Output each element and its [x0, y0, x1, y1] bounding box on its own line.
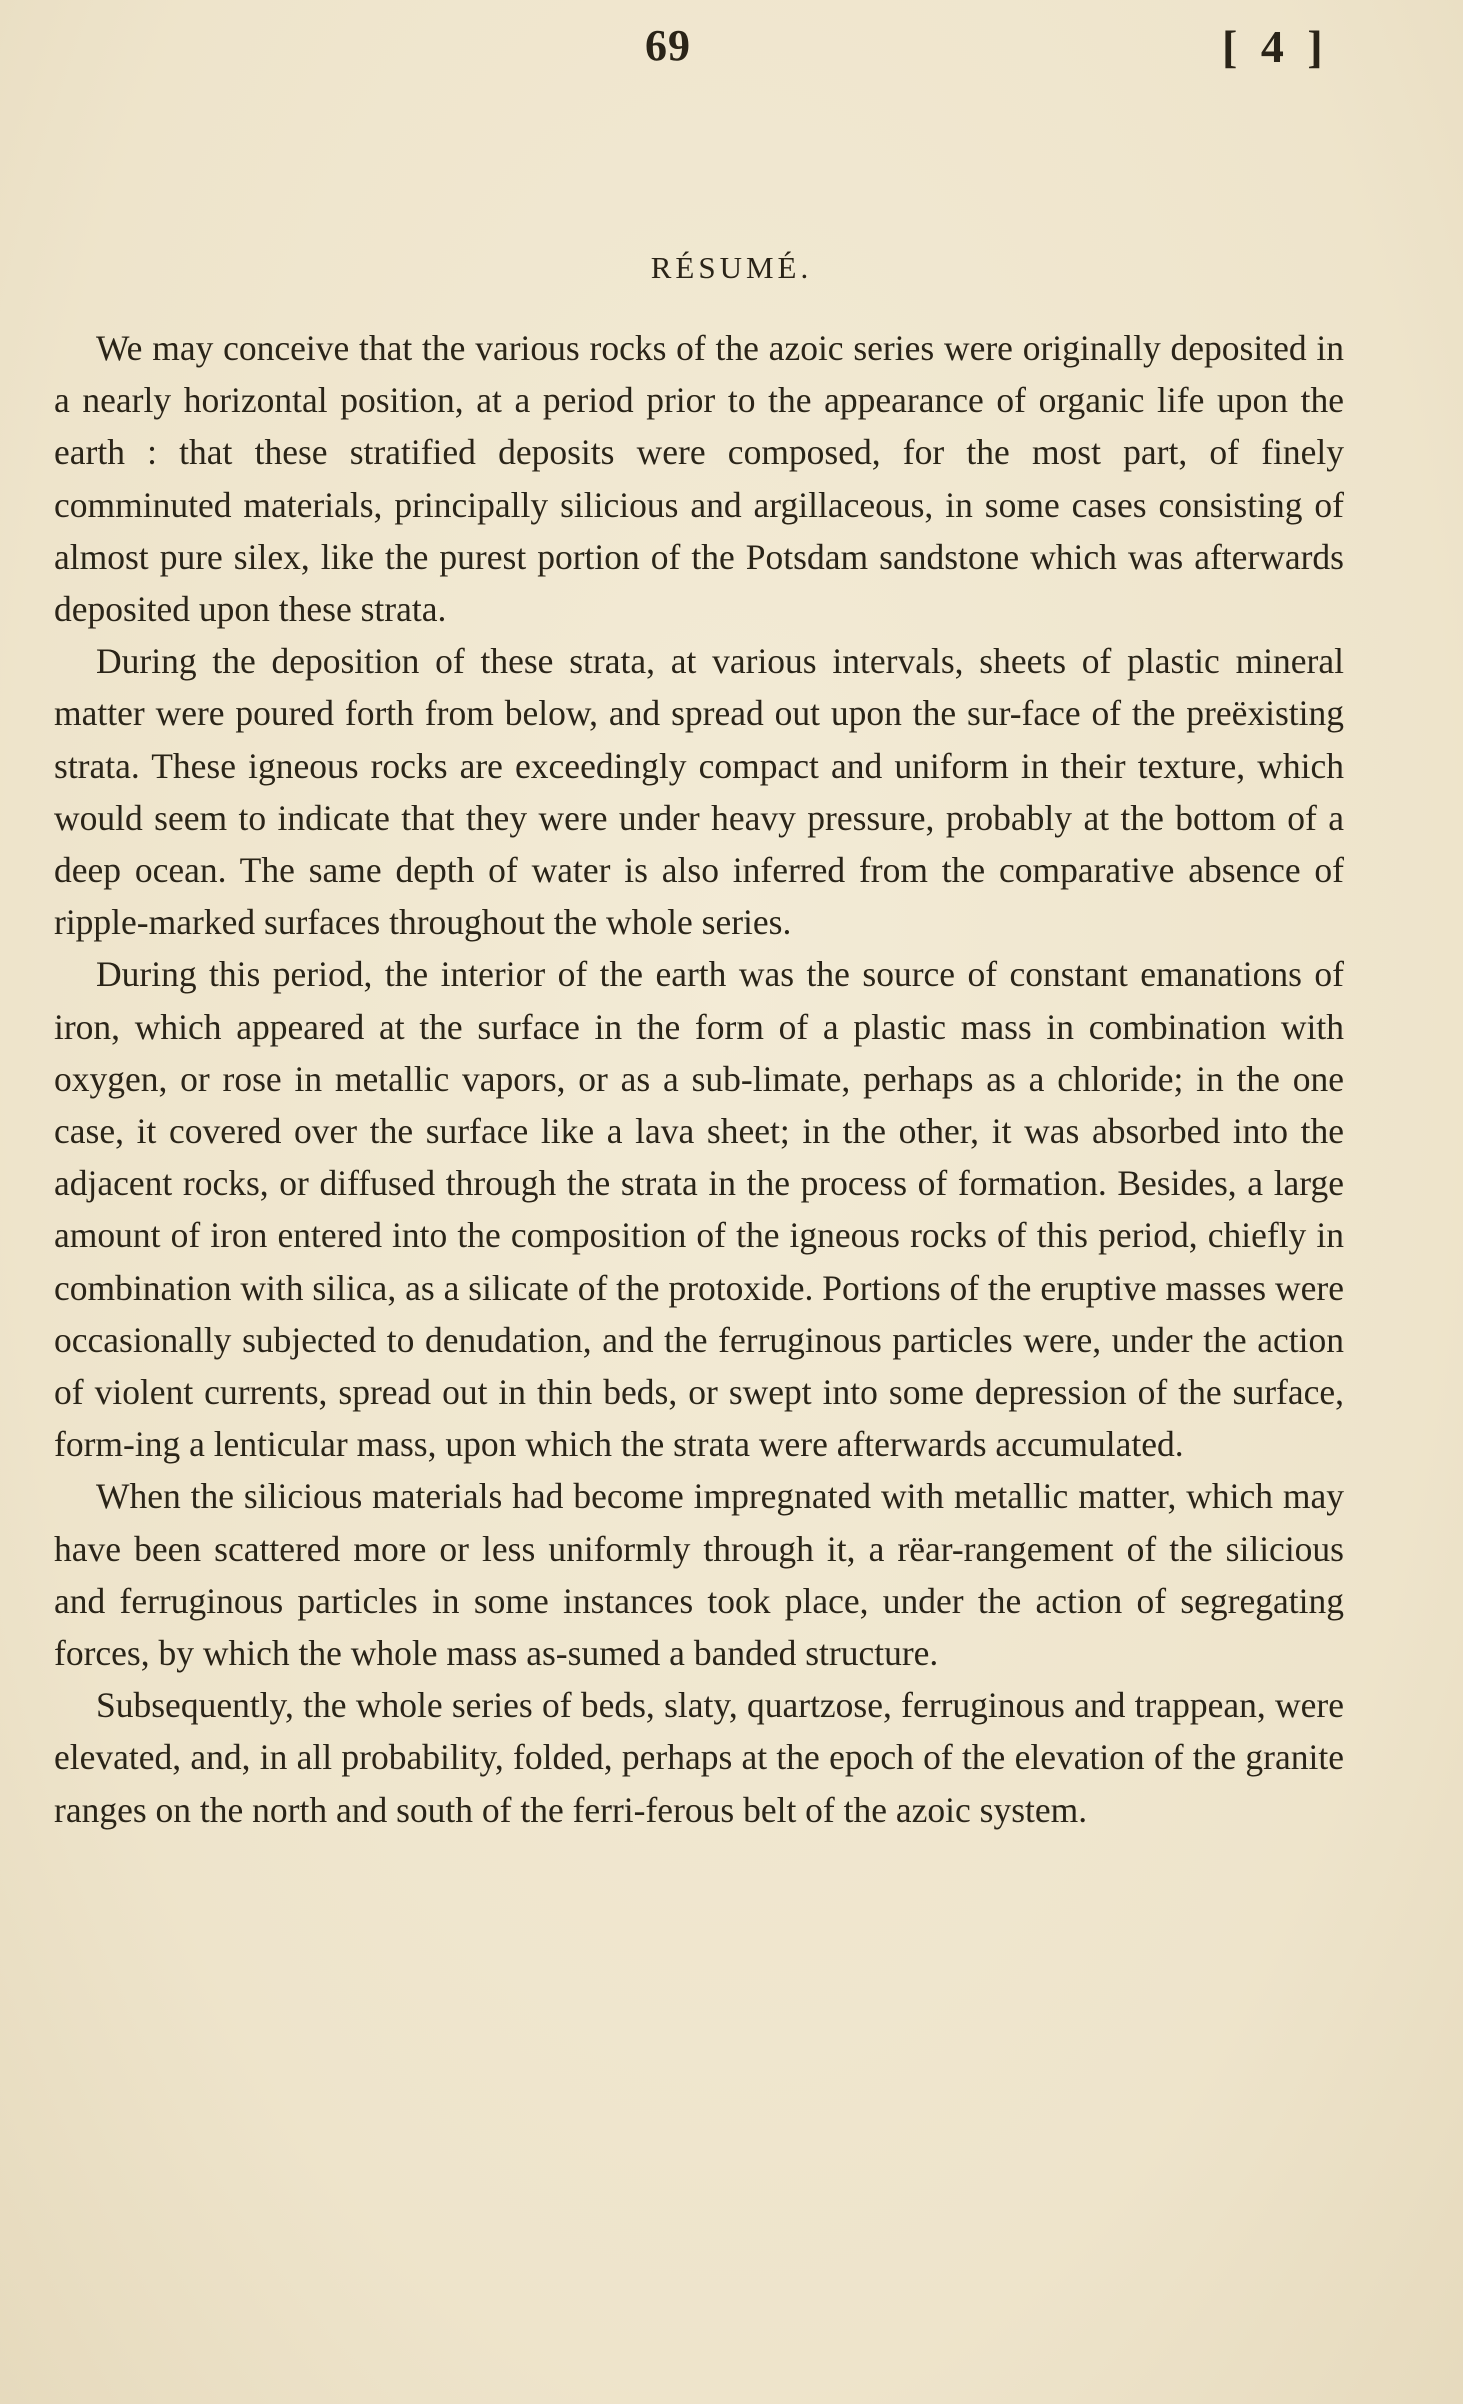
body-text [54, 322, 1344, 1836]
paragraph: We may conceive that the various rocks of the azoic series were originally deposited in a nearly horizontal position, at a period prior to the appearance of organic life upon the earth : that these stratified deposits were composed, for the most part, of finely comminuted materials, principally silicious and argillaceous, in some cases consisting of almost pure silex, like the purest portion of the Potsdam sandstone which was afterwards deposited upon these strata. [54, 328, 1344, 630]
section-title: RÉSUMÉ. [650, 250, 813, 285]
paragraph: When the silicious materials had become impregnated with metallic matter, which may have been scattered more or less uniformly through it, a rëar-rangement of the silicious and ferruginous particles in some instances took place, under the action of segregating forces, by which the whole mass as-sumed a banded structure. [54, 1476, 1344, 1674]
document-number: [ 4 ] [1222, 21, 1329, 72]
paragraph: Subsequently, the whole series of beds, slaty, quartzose, ferruginous and trappean, were elevated, and, in all probability, folded, perhaps at the epoch of the elevation of the granite ranges on the north and south of the ferri-ferous belt of the azoic system. [54, 1685, 1344, 1830]
page-header [0, 20, 1463, 90]
page-number: 69 [645, 21, 691, 70]
paragraph: During the deposition of these strata, at various intervals, sheets of plastic mineral matter were poured forth from below, and spread out upon the sur-face of the preëxisting strata. These igneous rocks are exceedingly compact and uniform in their texture, which would seem to indicate that they were under heavy pressure, probably at the bottom of a deep ocean. The same depth of water is also inferred from the comparative absence of ripple-marked surfaces throughout the whole series. [54, 641, 1344, 943]
paragraph: During this period, the interior of the earth was the source of constant emanations of iron, which appeared at the surface in the form of a plastic mass in combination with oxygen, or rose in metallic vapors, or as a sub-limate, perhaps as a chloride; in the one case, it covered over the surface like a lava sheet; in the other, it was absorbed into the adjacent rocks, or diffused through the strata in the process of formation. Besides, a large amount of iron entered into the composition of the igneous rocks of this period, chiefly in combination with silica, as a silicate of the protoxide. Portions of the eruptive masses were occasionally subjected to denudation, and the ferruginous particles were, under the action of violent currents, spread out in thin beds, or swept into some depression of the surface, form-ing a lenticular mass, upon which the strata were afterwards accumulated. [54, 954, 1344, 1465]
